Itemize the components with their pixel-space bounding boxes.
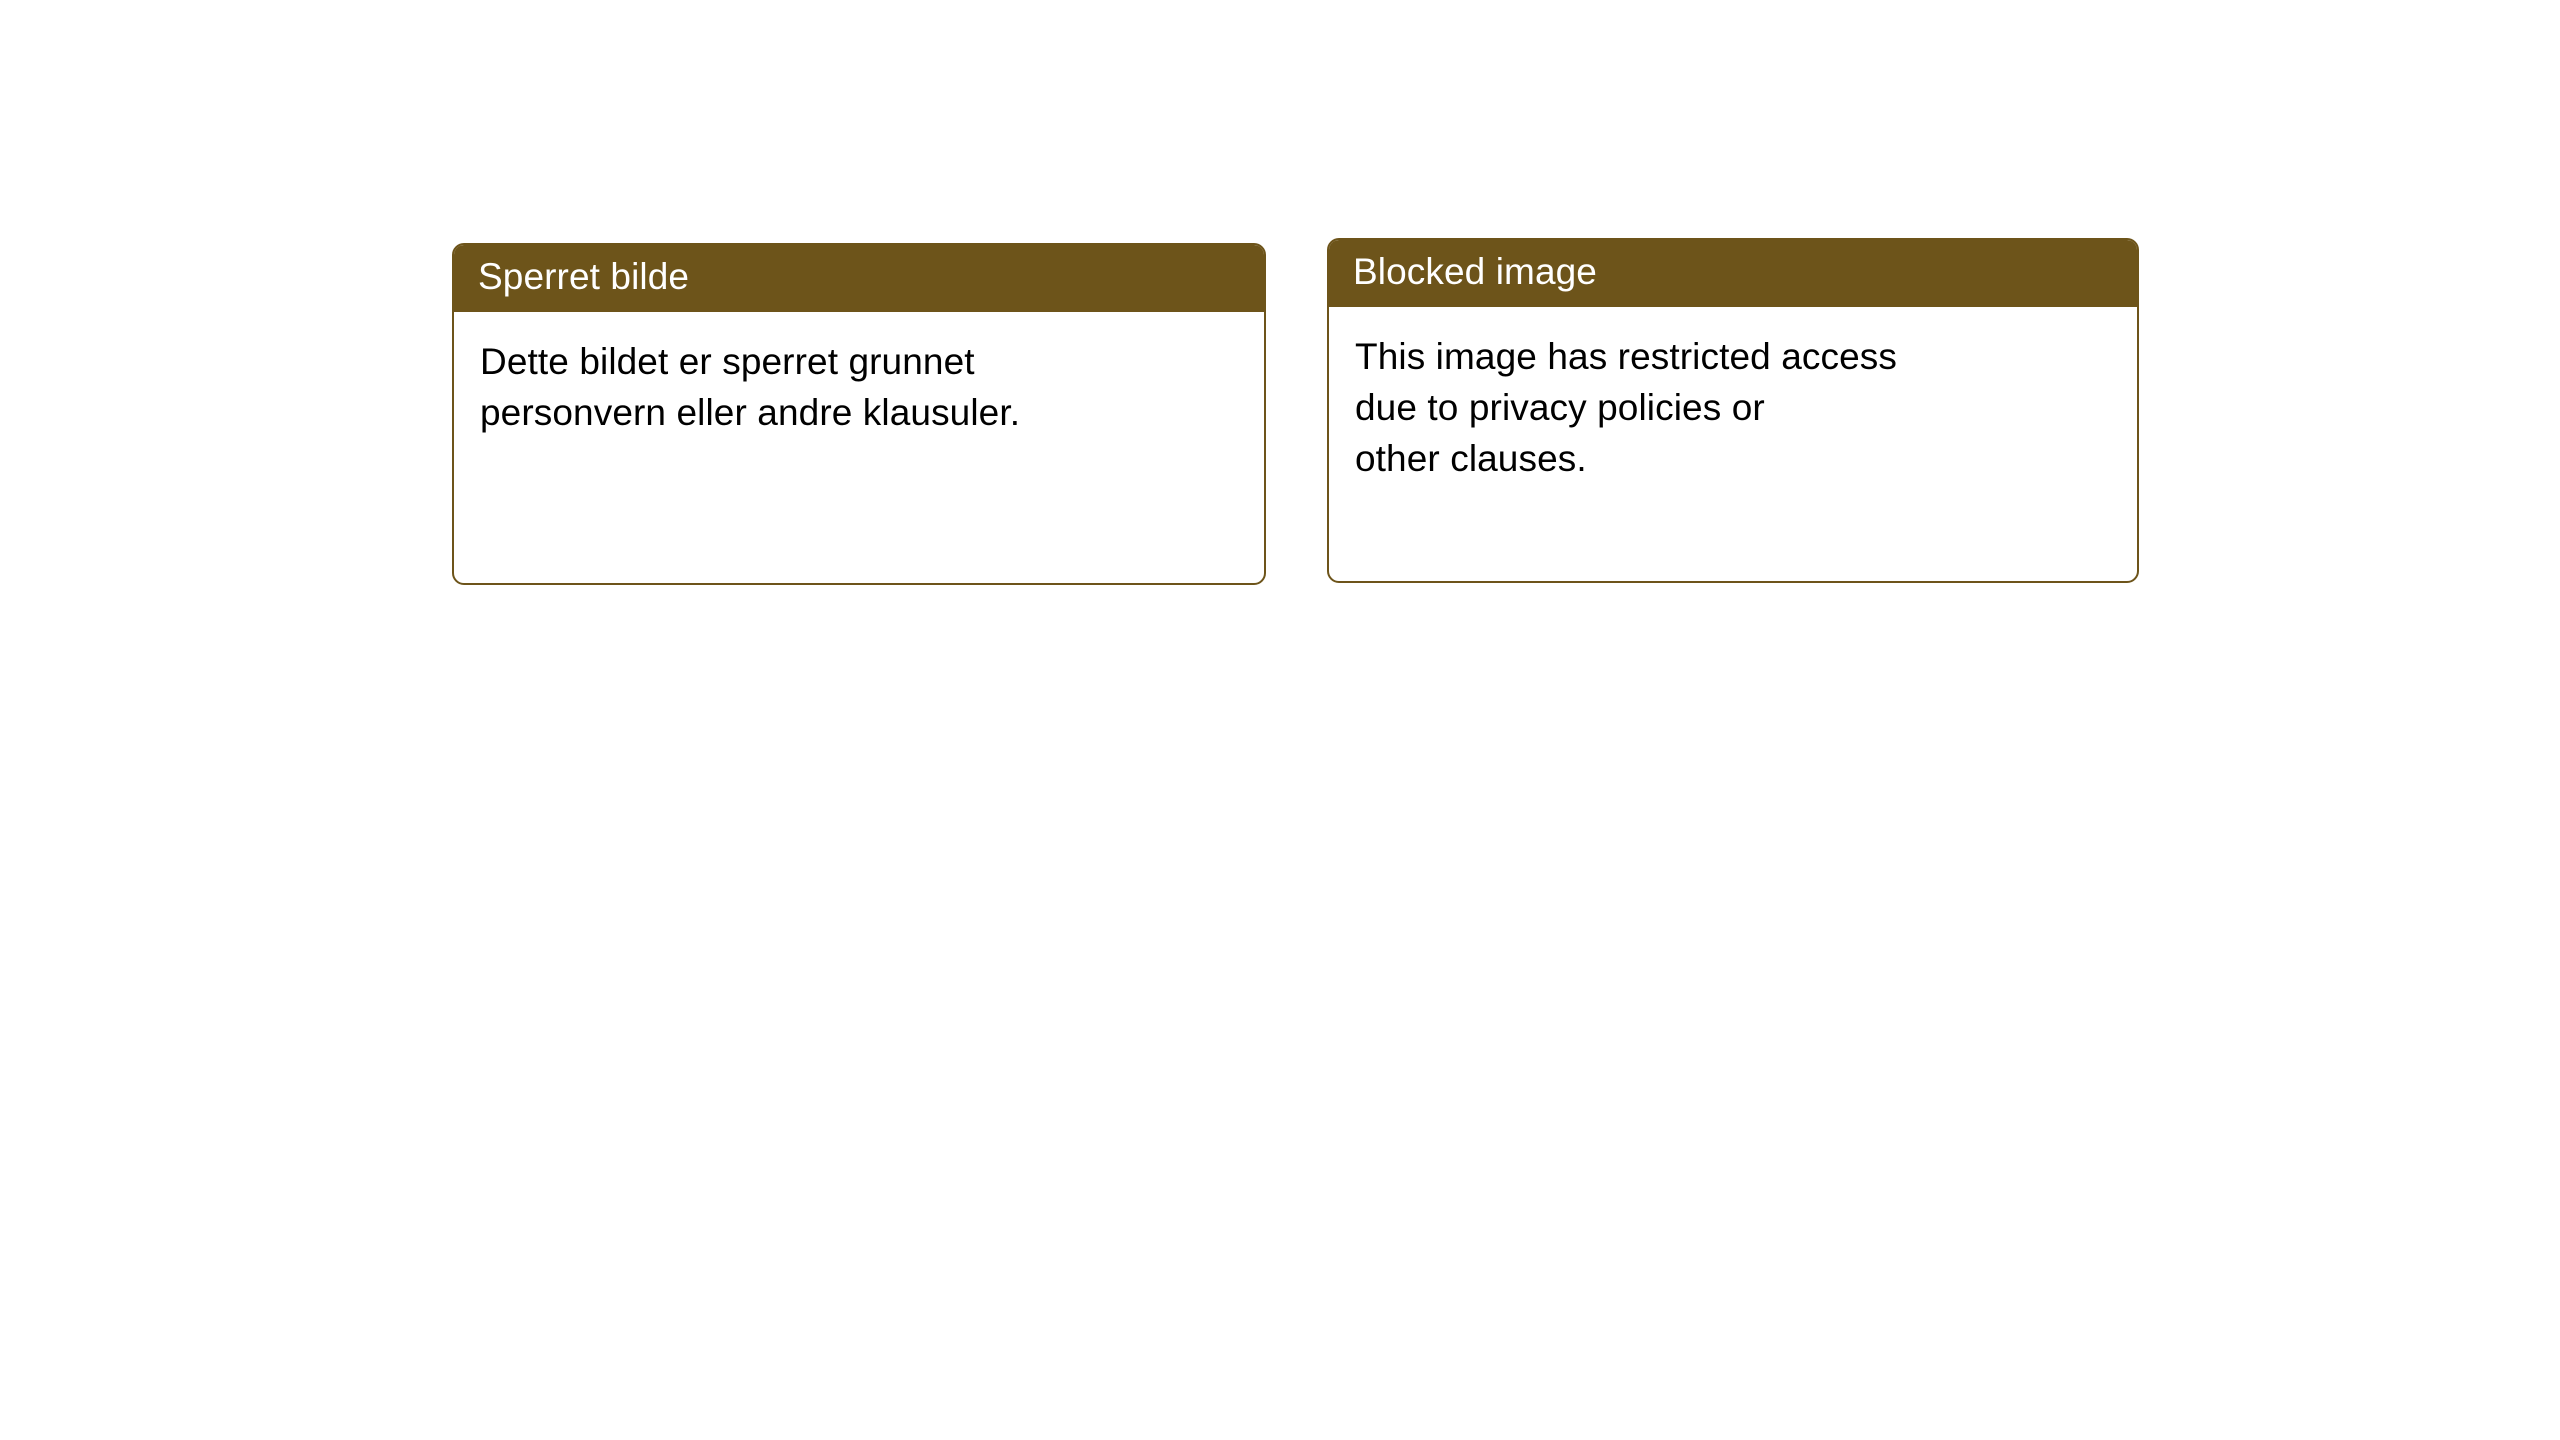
notice-title-norwegian: Sperret bilde [454, 245, 1264, 312]
notice-body-line: due to privacy policies or [1355, 386, 1765, 428]
blocked-image-notice-norwegian [452, 243, 1266, 585]
notice-body-line: This image has restricted access [1355, 335, 1897, 377]
notice-body-line: Dette bildet er sperret grunnet [480, 340, 975, 382]
notice-body-line: personvern eller andre klausuler. [480, 391, 1021, 433]
notice-title-english: Blocked image [1329, 240, 2137, 307]
notice-body-english [1329, 307, 2137, 484]
notice-body-norwegian [454, 312, 1264, 438]
notice-body-line: other clauses. [1355, 437, 1587, 479]
blocked-image-notice-english [1327, 238, 2139, 583]
